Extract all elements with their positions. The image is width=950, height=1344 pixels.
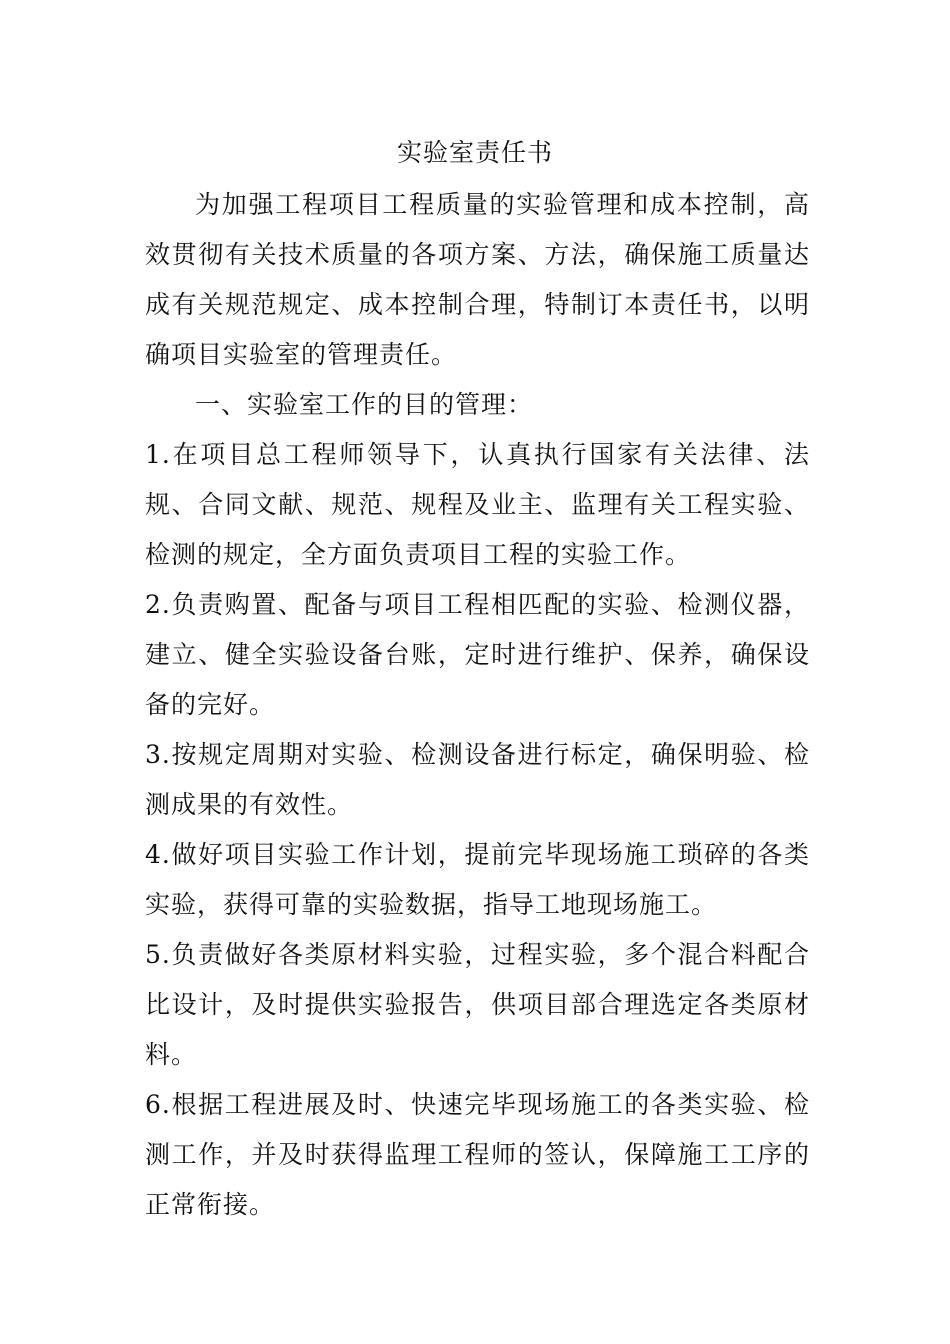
list-item-1: 1.在项目总工程师领导下，认真执行国家有关法律、法规、合同文献、规范、规程及业主、监理有关工程实验、检测的规定，全方面负责项目工程的实验工作。 [145, 440, 810, 569]
document-title: 实验室责任书 [396, 138, 553, 167]
document-body [145, 180, 810, 1230]
list-item-4: 4.做好项目实验工作计划，提前完毕现场施工琐碎的各类实验，获得可靠的实验数据，指导工地现场施工。 [145, 840, 810, 919]
list-item-3: 3.按规定周期对实验、检测设备进行标定，确保明验、检测成果的有效性。 [145, 740, 810, 819]
section-heading: 一、实验室工作的目的管理： [195, 390, 534, 419]
list-item-5: 5.负责做好各类原材料实验，过程实验，多个混合料配合比设计，及时提供实验报告，供项目部合理选定各类原材料。 [145, 940, 810, 1069]
list-item-6: 6.根据工程进展及时、快速完毕现场施工的各类实验、检测工作，并及时获得监理工程师的签认，保障施工工序的正常衔接。 [145, 1090, 810, 1219]
intro-paragraph: 为加强工程项目工程质量的实验管理和成本控制，高效贯彻有关技术质量的各项方案、方法，确保施工质量达成有关规范规定、成本控制合理，特制订本责任书，以明确项目实验室的管理责任。 [145, 190, 810, 369]
list-item-2: 2.负责购置、配备与项目工程相匹配的实验、检测仪器，建立、健全实验设备台账，定时进行维护、保养，确保设备的完好。 [145, 590, 810, 719]
